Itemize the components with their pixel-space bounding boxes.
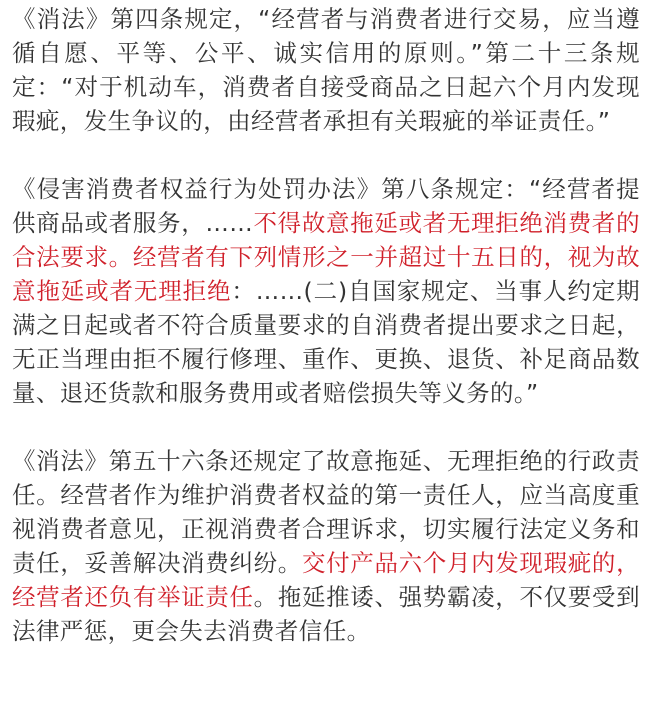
highlighted-text: 不得故意拖延或者无理拒绝消费者的合法要求。经营者有下列情形之一并超过十五日的，视为故意拖延或者无理拒绝: [12, 209, 640, 305]
paragraph-administrative-liability: [12, 444, 640, 648]
paragraph-consumer-law-articles: [12, 2, 640, 138]
paragraph-text: 《消法》第四条规定，“经营者与消费者进行交易，应当遵循自愿、平等、公平、诚实信用的原则。”第二十三条规定：“对于机动车，消费者自接受商品之日起六个月内发现瑕疵，发生争议的，由经营者承担有关瑕疵的举证责任。”: [12, 5, 640, 135]
paragraph-text: ：……(二)自国家规定、当事人约定期满之日起或者不符合质量要求的自消费者提出要求之日起，无正当理由拒不履行修理、重作、更换、退货、补足商品数量、退还货款和服务费用或者赔偿损失等义务的。”: [12, 277, 640, 407]
paragraph-penalty-measures: [12, 172, 640, 410]
paragraph-text: 。拖延推诿、强势霸凌，不仅要受到法律严惩，更会失去消费者信任。: [12, 583, 640, 645]
paragraph-text: 《侵害消费者权益行为处罚办法》第八条规定：“经营者提供商品或者服务，……: [12, 175, 640, 237]
paragraph-text: 《消法》第五十六条还规定了故意拖延、无理拒绝的行政责任。经营者作为维护消费者权益的第一责任人，应当高度重视消费者意见，正视消费者合理诉求，切实履行法定义务和责任，妥善解决消费纠纷。: [12, 447, 640, 577]
highlighted-text: 交付产品六个月内发现瑕疵的，经营者还负有举证责任: [12, 549, 640, 611]
article-body: [12, 2, 640, 648]
